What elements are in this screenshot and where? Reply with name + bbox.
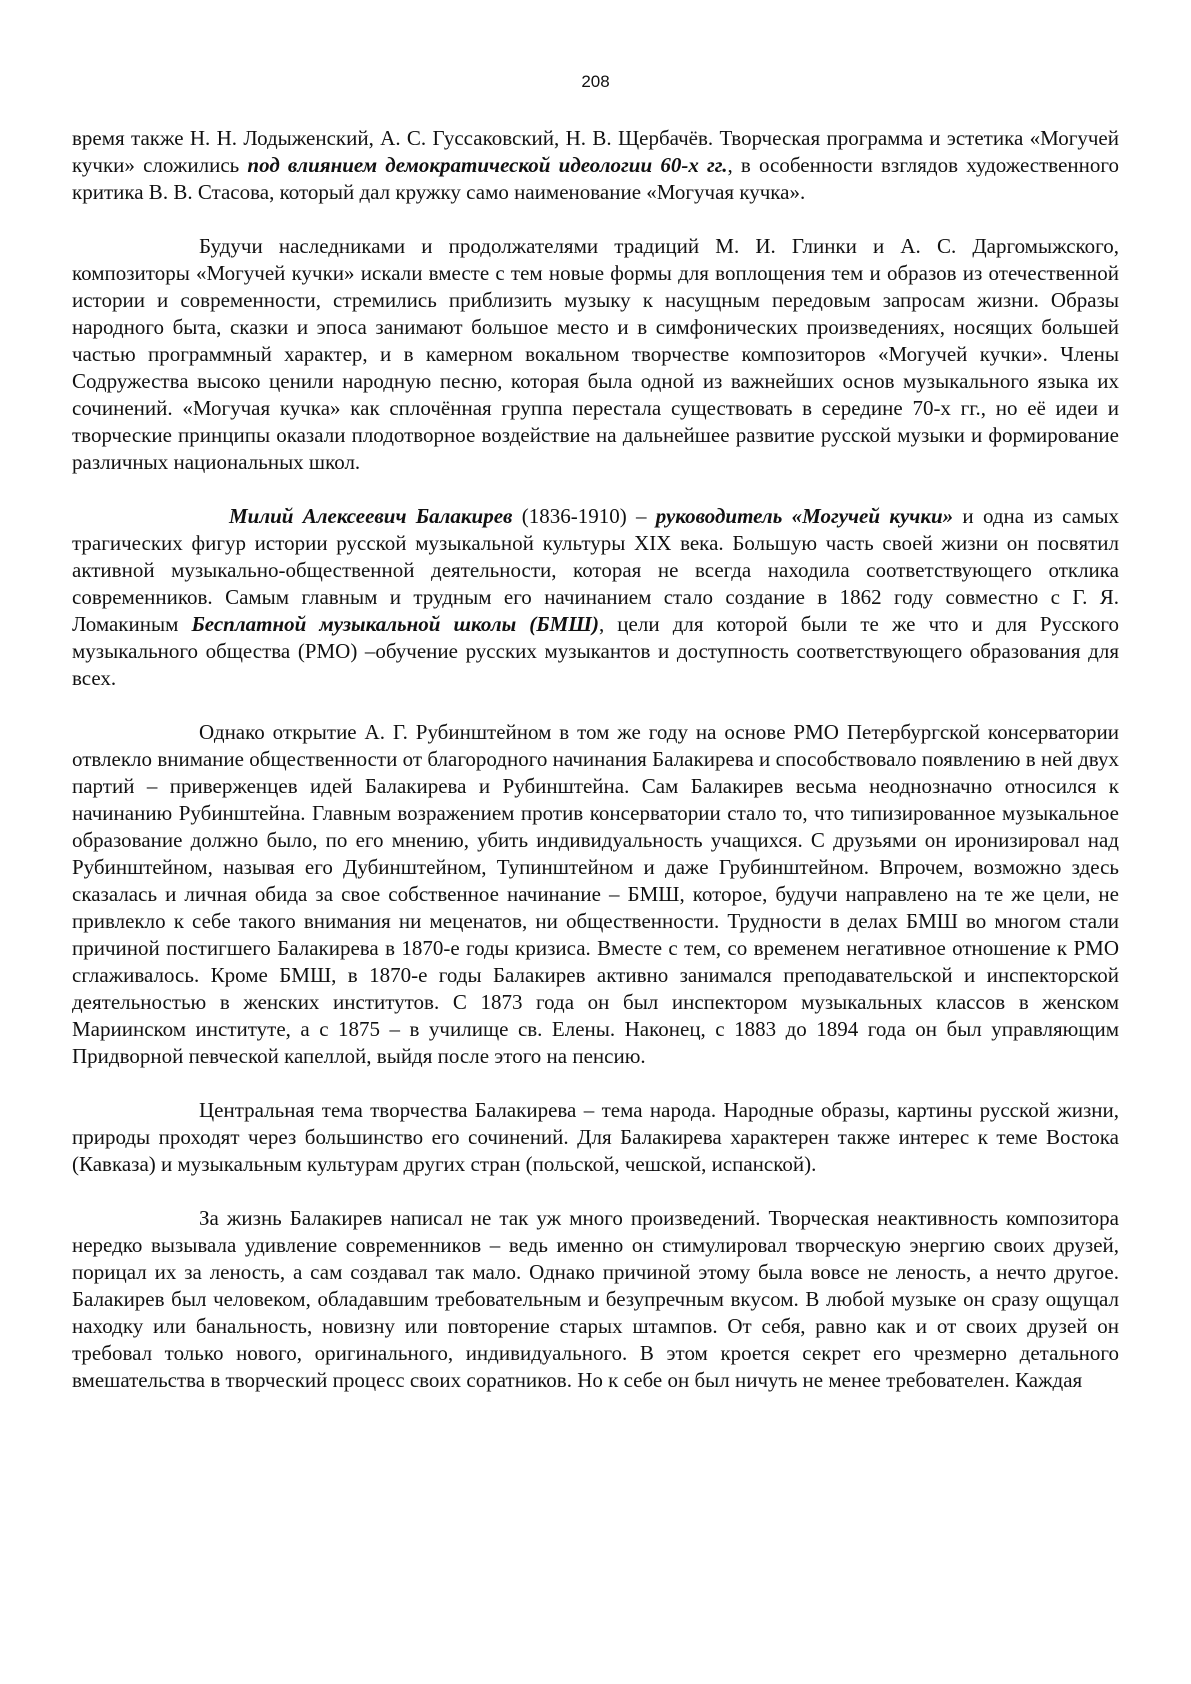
paragraph-3-text-a: (1836-1910) – bbox=[512, 504, 656, 528]
paragraph-3-text-b: и одна из самых трагических фигур истории русской музыкальной культуры XIX века. Большую часть своей жизни он посвятил активной музыкально-общественной деятельности, которая не всегда находила соответствующего отклика современников. Самым главным и трудным его начинанием стало создание в 1862 году совместно с Г. Я. Ломакиным bbox=[72, 504, 1119, 636]
paragraph-5: Центральная тема творчества Балакирева – тема народа. Народные образы, картины русской жизни, природы проходят через большинство его сочинений. Для Балакирева характерен также интерес к теме Востока (Кавказа) и музыкальным культурам других стран (польской, чешской, испанской). bbox=[72, 1098, 1119, 1176]
paragraph-1-text-a: время также Н. Н. Лодыженский, А. С. Гуссаковский, Н. В. Щербачёв. Творческая программа и эстетика «Могучей кучки» сложились bbox=[72, 126, 1119, 177]
page-body bbox=[72, 125, 1119, 1421]
paragraph-2: Будучи наследниками и продолжателями традиций М. И. Глинки и А. С. Даргомыжского, композиторы «Могучей кучки» искали вместе с тем новые формы для воплощения тем и образов из отечественной истории и современности, стремились приблизить музыку к насущным передовым запросам жизни. Образы народного быта, сказки и эпоса занимают большое место и в симфонических произведениях, носящих большей частью программный характер, и в камерном вокальном творчестве композиторов «Могучей кучки». Члены Содружества высоко ценили народную песню, которая была одной из важнейших основ музыкального языка их сочинений. «Могучая кучка» как сплочённая группа перестала существовать в середине 70-х гг., но её идеи и творческие принципы оказали плодотворное воздействие на дальнейшее развитие русской музыки и формирование различных национальных школ. bbox=[72, 234, 1119, 474]
paragraph-4: Однако открытие А. Г. Рубинштейном в том же году на основе РМО Петербургской консерватории отвлекло внимание общественности от благородного начинания Балакирева и способствовало появлению в ней двух партий – приверженцев идей Балакирева и Рубинштейна. Сам Балакирев весьма неоднозначно относился к начинанию Рубинштейна. Главным возражением против консерватории стало то, что типизированное музыкальное образование должно было, по его мнению, убить индивидуальность учащихся. С друзьями он иронизировал над Рубинштейном, называя его Дубинштейном, Тупинштейном и даже Грубинштейном. Впрочем, возможно здесь сказалась и личная обида за свое собственное начинание – БМШ, которое, будучи направлено на те же цели, не привлекло к себе такого внимания ни меценатов, ни общественности. Трудности в делах БМШ во многом стали причиной постигшего Балакирева в 1870-е годы кризиса. Вместе с тем, со временем негативное отношение к РМО сглаживалось. Кроме БМШ, в 1870-е годы Балакирев активно занимался преподавательской и инспекторской деятельностью в женских институтов. С 1873 года он был инспектором музыкальных классов в женском Мариинском институте, а с 1875 – в училище св. Елены. Наконец, с 1883 до 1894 года он был управляющим Придворной певческой капеллой, выйдя после этого на пенсию. bbox=[72, 720, 1119, 1068]
emphasis-free-music-school: Бесплатной музыкальной школы (БМШ) bbox=[191, 612, 599, 636]
emphasis-balakirev-name: Милий Алексеевич Балакирев bbox=[229, 504, 513, 528]
emphasis-democratic-ideology: под влиянием демократической идеологии 60-х гг. bbox=[247, 153, 728, 177]
paragraph-6: За жизнь Балакирев написал не так уж много произведений. Творческая неактивность композитора нередко вызывала удивление современников – ведь именно он стимулировал творческую энергию своих друзей, порицал их за леность, а сам создавал так мало. Однако причиной этому была вовсе не леность, а нечто другое. Балакирев был человеком, обладавшим требовательным и безупречным вкусом. В любой музыке он сразу ощущал находку или банальность, новизну или повторение старых штампов. От себя, равно как и от своих друзей он требовал только нового, оригинального, индивидуального. В этом кроется секрет его чрезмерно детального вмешательства в творческий процесс своих соратников. Но к себе он был ничуть не менее требователен. Каждая bbox=[72, 1206, 1119, 1392]
paragraph-3 bbox=[72, 503, 1119, 692]
paragraph-3-text-c: , цели для которой были те же что и для Русского музыкального общества (РМО) –обучение русских музыкантов и доступность соответствующего образования для всех. bbox=[72, 612, 1119, 690]
paragraph-1-text-b: , в особенности взглядов художественного критика В. В. Стасова, который дал кружку само наименование «Могучая кучка». bbox=[72, 153, 1119, 204]
paragraph-1 bbox=[72, 125, 1119, 206]
emphasis-leader: руководитель «Могучей кучки» bbox=[655, 504, 954, 528]
page-number: 208 bbox=[581, 72, 610, 91]
